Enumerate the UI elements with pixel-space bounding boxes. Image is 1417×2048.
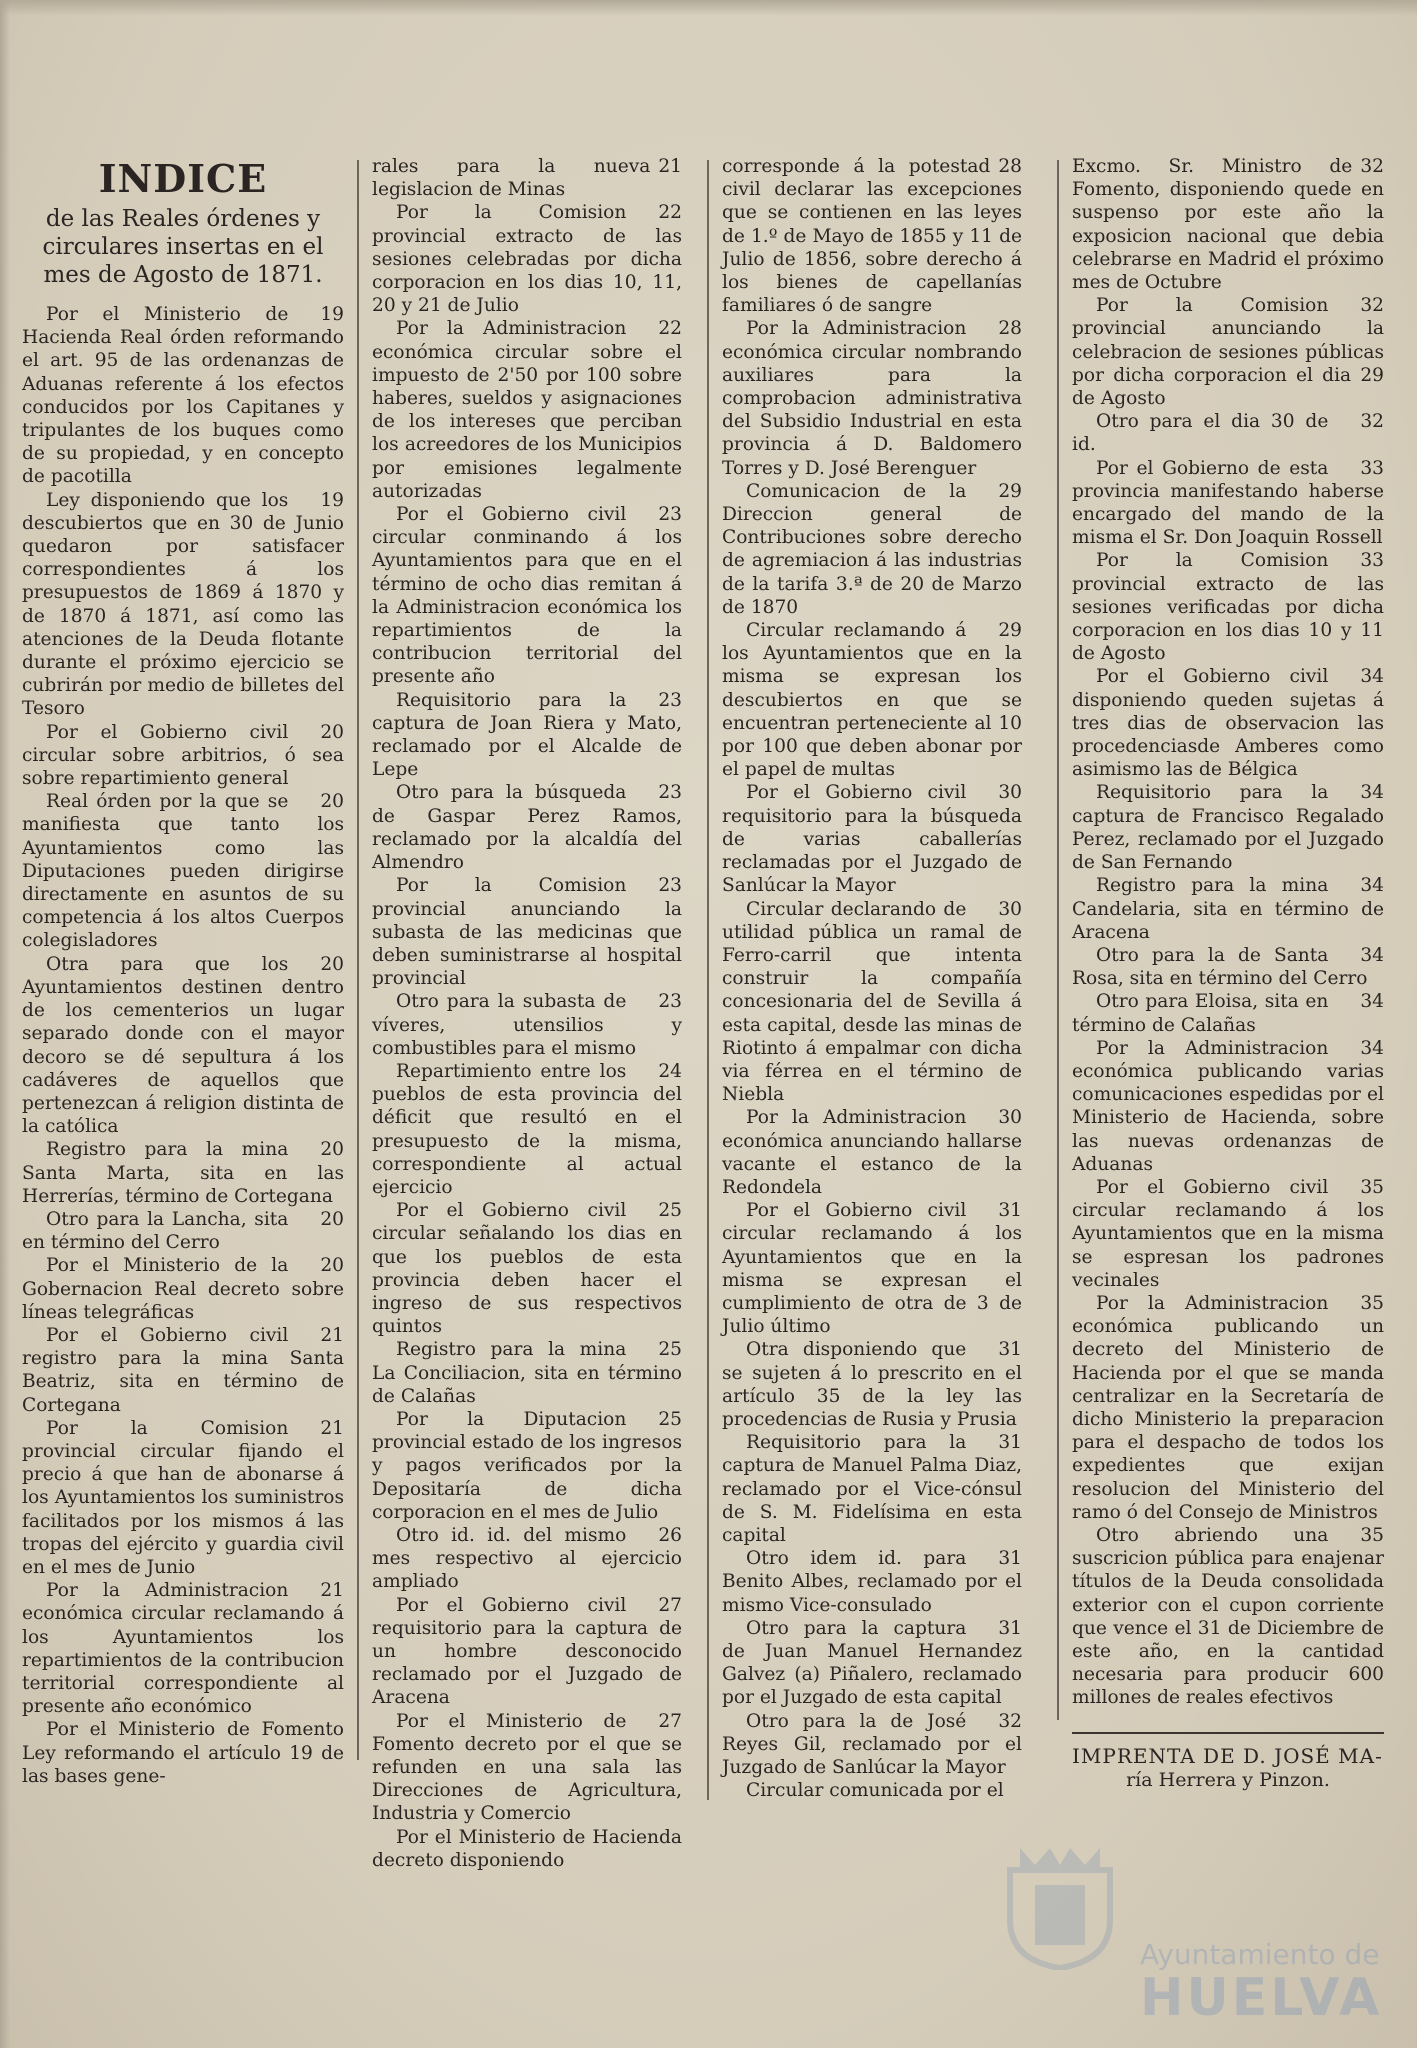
entry-text: Por el Gobierno civil requisitorio para la captura de un hombre desconocido reclamado por el Juzgado de Aracena [372, 1594, 682, 1709]
entry-text: Otra disponiendo que se sujeten á lo prescrito en el artículo 35 de la ley las procedencias de Rusia y Prusia [722, 1339, 1022, 1430]
index-entry [22, 1324, 344, 1417]
entry-page-number: 19 [320, 489, 344, 511]
entry-text: Otro para la captura de Juan Manuel Hernandez Galvez (a) Piñalero, reclamado por el Juzgado de esta capital [722, 1617, 1022, 1709]
entry-text: Otro para la subasta de víveres, utensilios y combustibles para el mismo [372, 991, 682, 1059]
entry-page-number: 23 [658, 782, 682, 804]
entry-text: Por la Comision provincial extracto de las sesiones verificadas por dicha corporacion en los dias 10 y 11 de Agosto [1072, 550, 1384, 665]
entry-text: Otro para la Lancha, sita en término del Cerro [22, 1208, 289, 1254]
page-edge-top [0, 0, 1417, 16]
entry-text: Por la Administracion económica circular nombrando auxiliares para la comprobacion administrativa del Subsidio Industrial en esta provincia á D. Baldomero Torres y D. José Berenguer [722, 318, 1022, 479]
index-entry [22, 953, 344, 1139]
index-entry [22, 790, 344, 952]
index-entry [1072, 410, 1384, 456]
index-entry [1072, 944, 1384, 990]
entry-text: Registro para la mina Santa Marta, sita en las Herrerías, término de Cortegana [22, 1139, 344, 1207]
entry-page-number: 25 [658, 1200, 682, 1222]
index-entry [22, 1417, 344, 1579]
entry-page-number: 33 [1360, 457, 1384, 479]
entry-text: Circular reclamando á los Ayuntamientos que en la misma se expresan los descubiertos en que se encuentran perteneciente al 10 por 100 que deben abonar por el papel de multas [722, 620, 1022, 781]
entry-page-number: 19 [320, 304, 344, 325]
entry-page-number: 26 [658, 1524, 682, 1546]
entry-page-number: 20 [320, 721, 344, 743]
entry-page-number: 22 [658, 202, 682, 224]
entry-page-number: 29 [998, 480, 1022, 502]
column-3-entries [722, 155, 1022, 1802]
index-entry [22, 1579, 344, 1718]
entry-text: Por el Gobierno civil circular conminando á los Ayuntamientos para que en el término de ocho dias remitan á la Administracion económica los repartimientos de la contribucion territorial del presente año [372, 504, 682, 688]
column-rule-3 [1057, 160, 1059, 1720]
entry-text: Otro abriendo una suscricion pública para enajenar títulos de la Deuda consolidada exterior con el cupon corriente que vence el 31 de Diciembre de este año, en la cantidad necesaria para producir 600 millones de reales efectivos [1072, 1524, 1384, 1709]
entry-text: Requisitorio para la captura de Francisco Regalado Perez, reclamado por el Juzgado de San Fernando [1072, 782, 1384, 874]
entry-page-number: 31 [998, 1548, 1022, 1570]
entry-page-number: 31 [998, 1432, 1022, 1454]
entry-page-number: 28 [998, 156, 1022, 177]
index-entry [722, 1617, 1022, 1710]
entry-page-number: 21 [320, 1417, 344, 1439]
entry-text: rales para la nueva legislacion de Minas [372, 156, 651, 201]
entry-text: Por el Gobierno civil requisitorio para la búsqueda de varias caballerías reclamadas por el Juzgado de Sanlúcar la Mayor [722, 782, 1022, 897]
index-entry [1072, 549, 1384, 665]
entry-page-number: 23 [658, 875, 682, 897]
entry-page-number: 32 [1360, 295, 1384, 317]
city-seal-watermark-icon [1000, 1840, 1120, 1970]
entry-page-number: 21 [320, 1580, 344, 1602]
entry-text: Otro para el dia 30 de id. [1072, 411, 1329, 456]
entry-text: Por la Administracion económica publicando varias comunicaciones espedidas por el Ministerio de Hacienda, sobre las nuevas ordenanzas de Aduanas [1072, 1037, 1384, 1175]
index-entry [372, 1060, 682, 1199]
index-entry [722, 317, 1022, 479]
entry-text: Circular comunicada por el [746, 1780, 1004, 1802]
entry-text: Por la Comision provincial extracto de las sesiones celebradas por dicha corporacion en los dias 10, 11, 20 y 21 de Julio [372, 202, 682, 317]
index-entry [22, 1138, 344, 1208]
entry-text: Por la Comision provincial circular fijando el precio á que han de abonarse á los Ayuntamientos los suministros facilitados por los mismos á las tropas del ejército y guardia civil en el mes de Junio [22, 1417, 344, 1578]
entry-page-number: 34 [1360, 875, 1384, 897]
index-entry [22, 1718, 344, 1788]
entry-text: Por el Ministerio de Hacienda decreto disponiendo [372, 1826, 682, 1871]
entry-page-number: 27 [658, 1594, 682, 1616]
index-entry [722, 1431, 1022, 1547]
imprint-line-2: ría Herrera y Pinzon. [1126, 1768, 1330, 1791]
entry-page-number: 23 [658, 504, 682, 526]
entry-page-number: 27 [658, 1710, 682, 1732]
entry-text: Por el Ministerio de Fomento Ley reformando el artículo 19 de las bases gene- [22, 1719, 344, 1787]
entry-text: Repartimiento entre los pueblos de esta provincia del déficit que resultó en el presupuesto de la misma, correspondiente al actual ejercicio [372, 1060, 682, 1198]
index-entry [372, 689, 682, 782]
entry-page-number: 34 [1360, 991, 1384, 1013]
entry-text: Por la Administracion económica anunciando hallarse vacante el estanco de la Redondela [722, 1107, 1022, 1198]
column-3 [722, 155, 1022, 1802]
entry-page-number: 24 [658, 1060, 682, 1082]
index-entry [372, 155, 682, 201]
column-4 [1072, 155, 1384, 1792]
index-entry [22, 1208, 344, 1254]
entry-text: Registro para la mina Candelaria, sita en término de Aracena [1072, 875, 1384, 943]
index-entry [1072, 155, 1384, 294]
entry-page-number: 20 [320, 1208, 344, 1230]
entry-text: Por el Gobierno de esta provincia manifestando haberse encargado del mando de la misma el Sr. Don Joaquin Rossell [1072, 457, 1384, 549]
index-entry [1072, 1524, 1384, 1710]
entry-page-number: 34 [1360, 1037, 1384, 1059]
column-2 [372, 155, 682, 1872]
index-entry [722, 1106, 1022, 1199]
entry-page-number: 30 [998, 782, 1022, 804]
entry-text: Ley disponiendo que los descubiertos que en 30 de Junio quedaron por satisfacer correspondientes á los presupuestos de 1869 á 1870 y de 1870 á 1871, así como las atenciones de la Deuda flotante durante el próximo ejercicio se cubrirán por medio de billetes del Tesoro [22, 489, 344, 720]
entry-page-number: 20 [320, 791, 344, 813]
entry-page-number: 20 [320, 1255, 344, 1277]
index-entry [1072, 294, 1384, 410]
index-entry [372, 1710, 682, 1826]
index-entry [722, 1779, 1022, 1802]
imprint [1072, 1732, 1384, 1792]
index-entry [372, 1524, 682, 1594]
index-entry [372, 990, 682, 1060]
entry-text: Por la Administracion económica circular sobre el impuesto de 2'50 por 100 sobre haberes, sueldos y asignaciones de los intereses que perciban los acreedores de los Municipios por emisiones legalmente autorizadas [372, 318, 682, 502]
index-entry [1072, 874, 1384, 944]
index-entry [22, 721, 344, 791]
entry-text: Por la Comision provincial anunciando la subasta de las medicinas que deben suministrarse al hospital provincial [372, 875, 682, 990]
entry-text: Por la Comision provincial anunciando la celebracion de sesiones públicas por dicha corporacion el dia 29 de Agosto [1072, 295, 1384, 410]
index-entry [722, 155, 1022, 317]
entry-text: Requisitorio para la captura de Joan Riera y Mato, reclamado por el Alcalde de Lepe [372, 689, 682, 781]
index-entry [722, 1199, 1022, 1338]
index-entry [1072, 990, 1384, 1036]
entry-text: Por el Ministerio de Fomento decreto por el que se refunden en una sala las Direcciones de Agricultura, Industria y Comercio [372, 1710, 682, 1825]
entry-page-number: 29 [998, 620, 1022, 642]
entry-text: Por el Gobierno civil circular reclamando á los Ayuntamientos que en la misma se espresan los padrones vecinales [1072, 1176, 1384, 1291]
entry-text: Comunicacion de la Direccion general de Contribuciones sobre derecho de agremiacion á las industrias de la tarifa 3.ª de 20 de Marzo de 1870 [722, 480, 1022, 618]
column-1 [22, 155, 344, 1788]
entry-text: Por la Administracion económica publicando un decreto del Ministerio de Hacienda por el que se manda centralizar en la Secretaría de dicho Ministerio la preparacion para el despacho de todos los expedientes que exijan resolucion del Ministerio del ramo ó del Consejo de Ministros [1072, 1292, 1384, 1523]
entry-page-number: 31 [998, 1200, 1022, 1222]
entry-page-number: 35 [1360, 1292, 1384, 1314]
index-title: INDICE [98, 156, 268, 201]
entry-page-number: 31 [998, 1339, 1022, 1361]
entry-text: Otro para la de Santa Rosa, sita en término del Cerro [1072, 944, 1368, 990]
entry-text: Otra para que los Ayuntamientos destinen dentro de los cementerios un lugar separado donde con el mayor decoro se dé sepultura á los cadáveres de aquellos que pertenezcan á religion distinta de la católica [22, 953, 344, 1138]
column-2-entries [372, 155, 682, 1872]
entry-page-number: 30 [998, 898, 1022, 920]
entry-text: Otro idem id. para Benito Albes, reclamado por el mismo Vice-consulado [722, 1548, 1022, 1616]
index-entry [372, 201, 682, 317]
index-entry [1072, 457, 1384, 550]
entry-text: Circular declarando de utilidad pública un ramal de Ferro-carril que intenta construir la compañía concesionaria del de Sevilla á esta capital, desde las minas de Riotinto á empalmar con dicha via férrea en el término de Niebla [722, 898, 1022, 1106]
index-entry [722, 480, 1022, 619]
index-entry [1072, 781, 1384, 874]
entry-text: Por el Gobierno civil circular señalando los dias en que los pueblos de esta provincia deben hacer el ingreso de sus respectivos quintos [372, 1200, 682, 1338]
entry-text: Por el Gobierno civil disponiendo queden sujetas á tres dias de observacion las procedenciasde Amberes como asimismo las de Bélgica [1072, 666, 1384, 781]
index-entry [1072, 1292, 1384, 1524]
index-entry [372, 1199, 682, 1338]
watermark-line-1: Ayuntamiento de [1140, 1938, 1380, 1971]
entry-page-number: 30 [998, 1107, 1022, 1129]
column-4-entries [1072, 155, 1384, 1710]
index-entry [1072, 1176, 1384, 1292]
entry-page-number: 35 [1360, 1524, 1384, 1546]
imprint-line-1: IMPRENTA DE D. JOSÉ MA- [1072, 1743, 1383, 1768]
index-entry [372, 317, 682, 503]
index-entry [22, 489, 344, 721]
entry-page-number: 32 [1360, 411, 1384, 433]
entry-page-number: 28 [998, 318, 1022, 340]
entry-page-number: 33 [1360, 550, 1384, 572]
entry-text: Otro id. id. del mismo mes respectivo al ejercicio ampliado [372, 1524, 682, 1593]
entry-page-number: 25 [658, 1408, 682, 1430]
page-edge-left [0, 0, 10, 2048]
entry-text: Otro para la búsqueda de Gaspar Perez Ramos, reclamado por la alcaldía del Almendro [372, 782, 682, 874]
entry-text: Registro para la mina La Conciliacion, sita en término de Calañas [372, 1339, 682, 1407]
column-rule-2 [707, 160, 709, 1800]
index-entry [1072, 1037, 1384, 1176]
entry-page-number: 23 [658, 689, 682, 711]
index-entry [722, 1547, 1022, 1617]
index-entry [372, 503, 682, 689]
column-1-entries [22, 303, 344, 1788]
entry-text: Por el Gobierno civil registro para la mina Santa Beatriz, sita en término de Cortegana [22, 1324, 344, 1416]
index-entry [372, 874, 682, 990]
index-entry [372, 1826, 682, 1872]
index-subtitle: de las Reales órdenes y circulares insertas en el mes de Agosto de 1871. [42, 206, 324, 288]
watermark [1140, 1940, 1382, 2026]
entry-page-number: 20 [320, 953, 344, 975]
entry-page-number: 25 [658, 1339, 682, 1361]
entry-text: Otro para la de José Reyes Gil, reclamado por el Juzgado de Sanlúcar la Mayor [722, 1710, 1022, 1779]
index-entry [372, 781, 682, 874]
index-entry [22, 1254, 344, 1324]
index-entry [372, 1338, 682, 1408]
entry-page-number: 34 [1360, 782, 1384, 804]
entry-text: Por el Ministerio de Hacienda Real órden reformando el art. 95 de las ordenanzas de Aduanas referente á los efectos conducidos por los Capitanes y tripulantes de los buques como de su propiedad, y en concepto de pacotilla [22, 304, 344, 488]
entry-page-number: 21 [658, 156, 682, 177]
entry-page-number: 20 [320, 1139, 344, 1161]
entry-text: Por el Gobierno civil circular reclamando á los Ayuntamientos que en la misma se expresan el cumplimiento de otra de 3 de Julio último [722, 1200, 1022, 1338]
index-entry [1072, 665, 1384, 781]
entry-text: corresponde á la potestad civil declarar las excepciones que se contienen en las leyes de 1.º de Mayo de 1855 y 11 de Julio de 1856, sobre derecho á los bienes de capellanías familiares ó de sangre [722, 156, 1022, 317]
entry-text: Real órden por la que se manifiesta que tanto los Ayuntamientos como las Diputaciones pueden dirigirse directamente en asuntos de su competencia á los altos Cuerpos colegisladores [22, 791, 344, 952]
entry-text: Por el Ministerio de la Gobernacion Real decreto sobre líneas telegráficas [22, 1255, 344, 1323]
index-entry [22, 303, 344, 489]
entry-page-number: 22 [658, 318, 682, 340]
column-rule-1 [357, 160, 359, 1760]
entry-page-number: 32 [998, 1710, 1022, 1732]
entry-text: Por la Diputacion provincial estado de los ingresos y pagos verificados por la Depositaría de dicha corporacion en el mes de Julio [372, 1408, 682, 1523]
entry-page-number: 31 [998, 1617, 1022, 1639]
entry-page-number: 34 [1360, 944, 1384, 966]
entry-text: Requisitorio para la captura de Manuel Palma Diaz, reclamado por el Vice-cónsul de S. M. Fidelísima en esta capital [722, 1432, 1022, 1546]
index-entry [372, 1408, 682, 1524]
index-entry [722, 619, 1022, 781]
entry-text: Otro para Eloisa, sita en término de Calañas [1072, 991, 1329, 1036]
entry-page-number: 34 [1360, 666, 1384, 688]
index-entry [722, 1338, 1022, 1431]
entry-page-number: 35 [1360, 1176, 1384, 1198]
entry-text: Excmo. Sr. Ministro de Fomento, disponiendo quede en suspenso por este año la exposicion nacional que debia celebrarse en Madrid el próximo mes de Octubre [1072, 156, 1384, 294]
entry-text: Por la Administracion económica circular reclamando á los Ayuntamientos los repartimientos de la contribucion territorial correspondiente al presente año económico [22, 1580, 344, 1718]
index-entry [722, 781, 1022, 897]
index-entry [372, 1594, 682, 1710]
entry-page-number: 23 [658, 991, 682, 1013]
entry-page-number: 21 [320, 1324, 344, 1346]
index-entry [722, 898, 1022, 1107]
watermark-line-2: HUELVA [1140, 1968, 1383, 2028]
entry-text: Por el Gobierno civil circular sobre arbitrios, ó sea sobre repartimiento general [22, 721, 344, 790]
index-entry [722, 1710, 1022, 1780]
entry-page-number: 32 [1360, 156, 1384, 177]
